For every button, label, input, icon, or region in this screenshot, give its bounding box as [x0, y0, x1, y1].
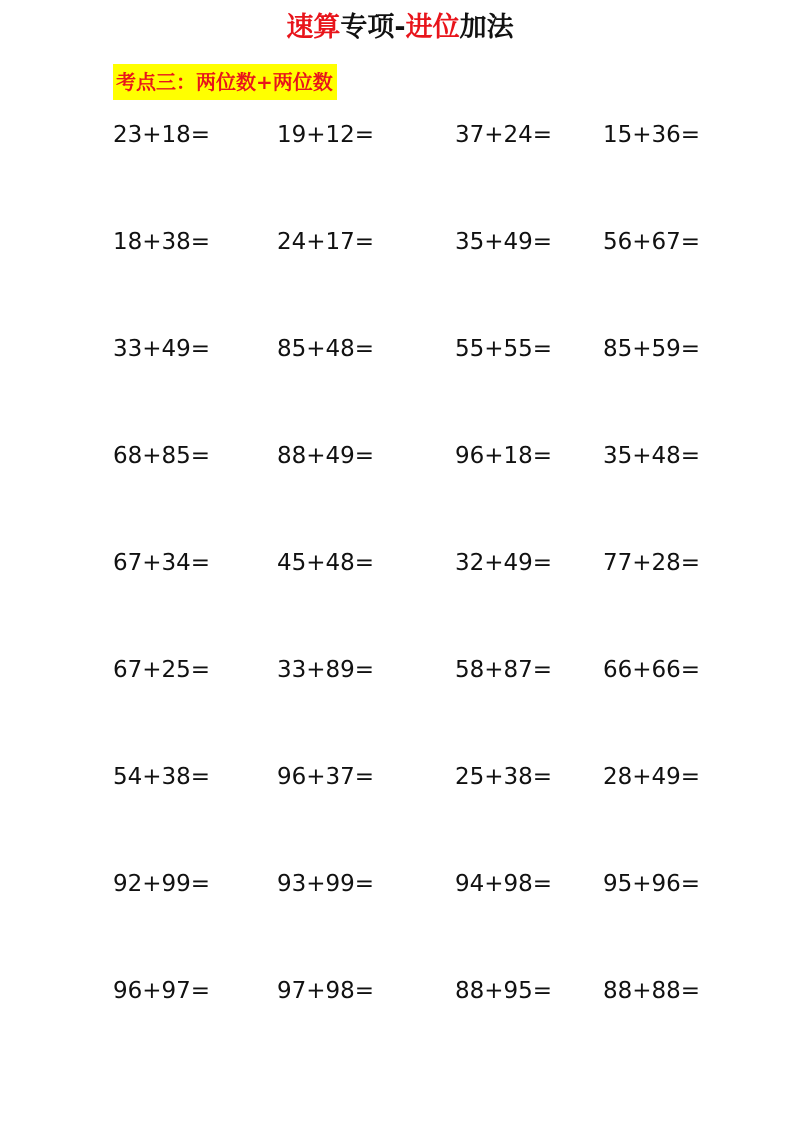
math-problem: 66+66= [603, 657, 701, 683]
math-problem: 77+28= [603, 550, 701, 576]
math-problem: 96+37= [277, 764, 375, 790]
title-part-addition: 加法 [459, 12, 514, 43]
math-problem: 35+48= [603, 443, 701, 469]
math-problem: 68+85= [113, 443, 211, 469]
math-problem: 88+88= [603, 978, 701, 1004]
math-problem: 33+49= [113, 336, 211, 362]
math-problem: 97+98= [277, 978, 375, 1004]
math-problem: 96+18= [455, 443, 553, 469]
math-problem: 96+97= [113, 978, 211, 1004]
math-problem: 88+49= [277, 443, 375, 469]
math-problem: 19+12= [277, 122, 375, 148]
math-problem: 32+49= [455, 550, 553, 576]
math-problem: 56+67= [603, 229, 701, 255]
title-part-speed-calc: 速算 [286, 12, 341, 43]
title-part-topic: 专项- [340, 12, 406, 43]
math-problem: 24+17= [277, 229, 375, 255]
title-part-carry: 进位 [405, 12, 460, 43]
math-problem: 37+24= [455, 122, 553, 148]
math-problem: 58+87= [455, 657, 553, 683]
math-problem: 67+34= [113, 550, 211, 576]
math-problem: 45+48= [277, 550, 375, 576]
section-label: 考点三：两位数+两位数 [113, 64, 337, 100]
math-problem: 95+96= [603, 871, 701, 897]
math-problem: 54+38= [113, 764, 211, 790]
math-problem: 85+59= [603, 336, 701, 362]
page-title [0, 8, 800, 48]
math-problem: 35+49= [455, 229, 553, 255]
math-problem: 28+49= [603, 764, 701, 790]
math-problem: 15+36= [603, 122, 701, 148]
math-problem: 55+55= [455, 336, 553, 362]
math-problem: 67+25= [113, 657, 211, 683]
math-problem: 25+38= [455, 764, 553, 790]
math-problem: 92+99= [113, 871, 211, 897]
math-problem: 18+38= [113, 229, 211, 255]
math-problem: 88+95= [455, 978, 553, 1004]
math-problem: 93+99= [277, 871, 375, 897]
math-problem: 94+98= [455, 871, 553, 897]
math-problem: 23+18= [113, 122, 211, 148]
math-problem: 33+89= [277, 657, 375, 683]
math-problem: 85+48= [277, 336, 375, 362]
